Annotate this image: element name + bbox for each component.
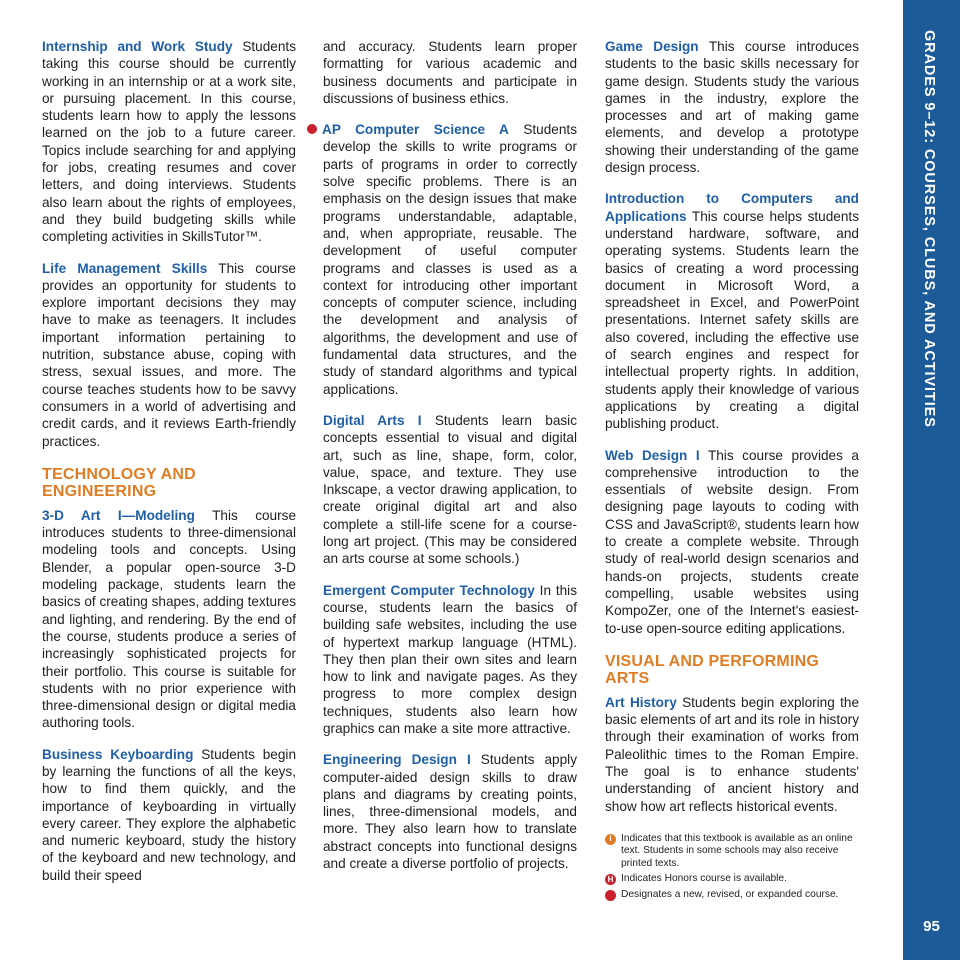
legend (605, 833, 859, 902)
course-description: This course provides an opportunity for students to explore important decisions they may have to make as teenagers. It includes important information pertaining to nutrition, substance abuse, coping with stress, sexual issues, and more. The course teaches students how to be savvy consumers in a world of advertising and credit cards, and it reviews Earth-friendly practices. (42, 260, 296, 449)
course-description: Students begin by learning the functions of all the keys, how to find them quickly, and the importance of keyboarding in virtually every career. They explore the alphabetic and numeric keyboard, study the history of the keyboard and new technology, and build their speed (42, 746, 296, 883)
section-heading-visual-arts: VISUAL AND PERFORMING ARTS (605, 652, 819, 688)
legend-online (605, 833, 859, 871)
column-1 (42, 38, 296, 898)
course-life-management (42, 260, 296, 450)
honors-icon: H (605, 874, 616, 885)
column-3 (605, 38, 859, 904)
course-description: Students apply computer-aided design skills to draw plans and diagrams by creating points, lines, three-dimensional models, and more. They also learn how to translate abstract concepts into functional designs and create a diverse portfolio of projects. (323, 752, 577, 872)
course-description: In this course, students learn the basics of building safe websites, including the use of hypertext markup language (HTML). They then plan their own sites and learn how to link and navigate pages. As they progress to more complex design techniques, students also learn how graphics can make a site more attractive. (323, 582, 577, 736)
legend-online-text: Indicates that this textbook is available as an online text. Students in some schools may also receive printed texts. (621, 832, 853, 869)
course-description: This course helps students understand hardware, software, and operating systems. Students learn the basics of creating a word processing document in Microsoft Word, a spreadsheet in Excel, and PowerPoint presentations. Internet safety skills are also covered, including the effective use of search engines and respect for intellectual property rights. In addition, students apply their knowledge of various applications by creating a digital publishing product. (605, 208, 859, 432)
column-2 (323, 38, 577, 886)
course-keyboarding-continued: and accuracy. Students learn proper formatting for various academic and business documents and participate in discussions of business ethics. (323, 39, 577, 106)
legend-new (605, 889, 859, 902)
course-emergent-computer-technology (323, 582, 577, 738)
course-web-design (605, 447, 859, 637)
course-title: AP Computer Science A (322, 122, 509, 138)
course-title: Art History (605, 694, 677, 710)
new-course-dot-icon (605, 890, 616, 901)
course-art-history (605, 694, 859, 815)
course-game-design (605, 38, 859, 176)
course-title: Game Design (605, 39, 699, 54)
sidebar (903, 0, 960, 960)
course-3d-art (42, 507, 296, 732)
course-title: Digital Arts I (323, 412, 422, 428)
course-title: Web Design I (605, 447, 700, 463)
course-title: Business Keyboarding (42, 746, 194, 762)
course-description: Students learn basic concepts essential to visual and digital art, such as line, shape, form, color, value, space, and texture. They use Inkscape, a vector drawing application, to create original digital art and also complete a still-life scene for a course-long art project. (This may be considered an arts course at some schools.) (323, 412, 577, 567)
course-intro-computers (605, 190, 859, 432)
course-digital-arts (323, 412, 577, 568)
course-engineering-design (323, 751, 577, 872)
course-title: Introduction to Computers and Applications (605, 191, 859, 224)
course-title: 3-D Art I—Modeling (42, 507, 195, 523)
course-title: Engineering Design I (323, 752, 471, 768)
course-description: Students begin exploring the basic elements of art and its role in history through their examination of works from Paleolithic times to the Roman Empire. The goal is to enhance students' understanding of ancient history and show how art reflects historical events. (605, 694, 859, 814)
legend-honors (605, 873, 859, 886)
course-description: This course introduces students to three-dimensional modeling tools and concepts. Using Blender, a popular open-source 3-D modeling package, students learn the basics of creating shapes, adding textures and lighting, and rendering. By the end of the course, students produce a series of increasingly sophisticated projects for their portfolio. This course is suitable for students with no prior experience with three-dimensional design or digital media authoring tools. (42, 507, 297, 731)
sidebar-title: GRADES 9–12: COURSES, CLUBS, AND ACTIVITIES (921, 30, 937, 428)
course-business-keyboarding (42, 746, 296, 884)
page-number: 95 (923, 918, 940, 935)
online-text-icon: i (605, 834, 616, 845)
course-description: Students develop the skills to write programs or parts of programs in order to correctly solve specific problems. There is an emphasis on the design issues that make programs understandable, adaptable, and, when appropriate, reusable. The development of useful computer programs and classes is used as a context for introducing other important concepts of computer science, including the development and analysis of algorithms, the development and use of fundamental data structures, and the study of standard algorithms and typical applications. (323, 122, 577, 397)
course-description: This course introduces students to the basic skills necessary for game design. Students study the various games in the industry, explore the processes and art of making game elements, and develop a prototype showing their understanding of the game design process. (605, 39, 859, 176)
course-description: Students taking this course should be currently working in an internship or at a work site, or pursuing placement. In this course, students learn how to apply the lessons learned on the job to a future career. Topics include searching for and applying for jobs, creating resumes and cover letters, and doing interviews. Students also learn about the rights of employees, and they build budgeting skills while completing activities in SkillsTutor™. (42, 39, 297, 245)
legend-new-text: Designates a new, revised, or expanded course. (621, 888, 839, 900)
legend-honors-text: Indicates Honors course is available. (621, 873, 787, 885)
course-title: Internship and Work Study (42, 39, 233, 54)
course-title: Life Management Skills (42, 260, 208, 276)
course-ap-computer-science (323, 121, 577, 398)
course-internship (42, 38, 296, 246)
course-title: Emergent Computer Technology (323, 582, 535, 598)
section-heading-technology: TECHNOLOGY AND ENGINEERING (42, 465, 196, 501)
new-course-dot-icon (307, 124, 317, 134)
course-description: This course provides a comprehensive introduction to the essentials of website design. From designing page layouts to coding with CSS and JavaScript®, students learn how to create a complete website. Through study of real-world design scenarios and hands-on projects, students create compelling, usable websites using KompoZer, one of the Internet's easiest-to-use open-source editing applications. (605, 447, 859, 636)
